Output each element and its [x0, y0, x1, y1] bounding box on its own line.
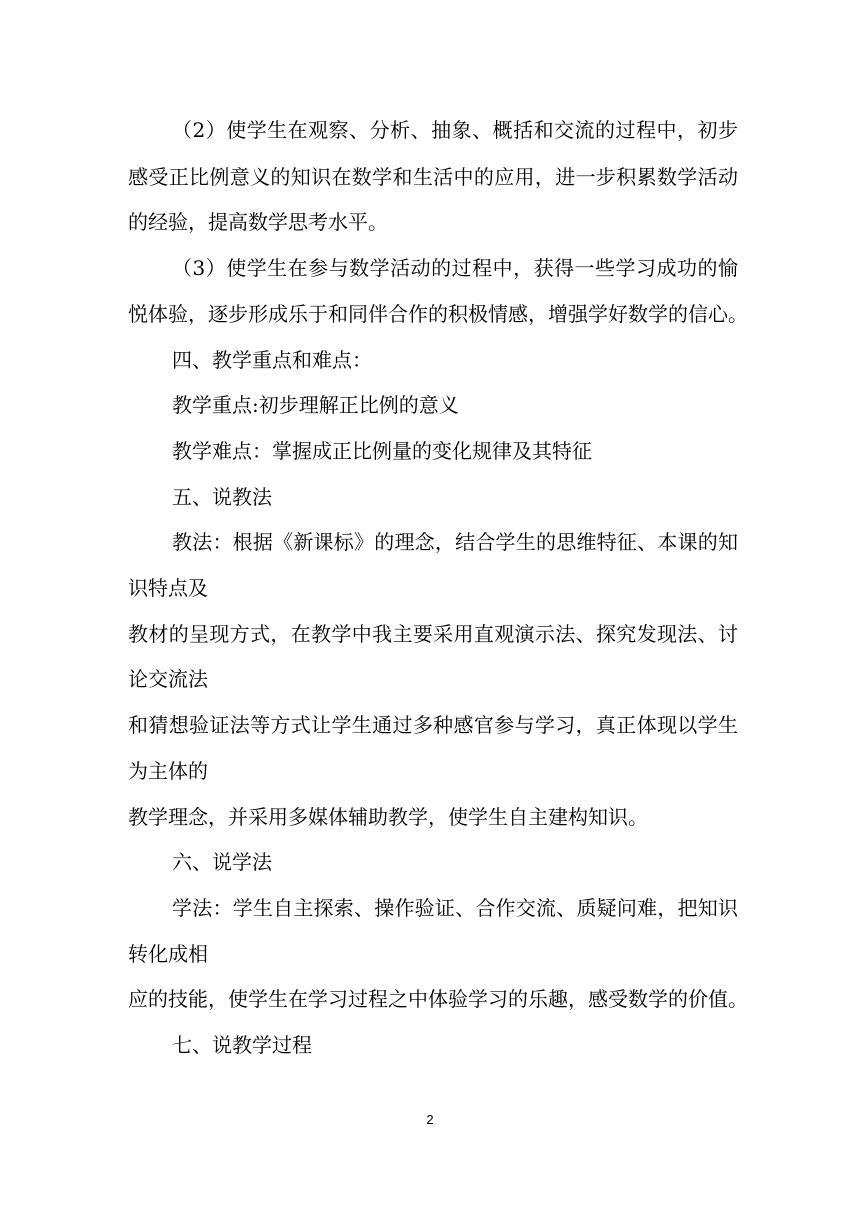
paragraph-line: （3）使学生在参与数学活动的过程中，获得一些学习成功的愉	[172, 256, 738, 280]
paragraph-line: 论交流法	[128, 667, 208, 691]
page-number: 2	[426, 1112, 434, 1127]
paragraph-line: 识特点及	[128, 576, 208, 600]
section-heading: 四、教学重点和难点：	[172, 348, 372, 372]
paragraph-line: （2）使学生在观察、分析、抽象、概括和交流的过程中，初步	[172, 118, 738, 142]
paragraph-line: 和猜想验证法等方式让学生通过多种感官参与学习，真正体现以学生	[128, 713, 738, 737]
paragraph-line: 学法：学生自主探索、操作验证、合作交流、质疑问难，把知识	[172, 896, 738, 920]
section-heading: 七、说教学过程	[172, 1033, 312, 1057]
section-heading: 五、说教法	[172, 485, 272, 509]
paragraph-line: 悦体验，逐步形成乐于和同伴合作的积极情感，增强学好数学的信心。	[128, 302, 748, 326]
paragraph-line: 教学重点:初步理解正比例的意义	[172, 393, 459, 417]
paragraph-line: 教学理念，并采用多媒体辅助教学，使学生自主建构知识。	[128, 805, 648, 829]
paragraph-line: 教材的呈现方式，在教学中我主要采用直观演示法、探究发现法、讨	[128, 622, 738, 646]
paragraph-line: 教学难点：掌握成正比例量的变化规律及其特征	[172, 439, 592, 463]
paragraph-line: 为主体的	[128, 759, 208, 783]
paragraph-line: 应的技能，使学生在学习过程之中体验学习的乐趣，感受数学的价值。	[128, 987, 748, 1011]
paragraph-line: 感受正比例意义的知识在数学和生活中的应用，进一步积累数学活动	[128, 165, 738, 189]
paragraph-line: 教法：根据《新课标》的理念，结合学生的思维特征、本课的知	[172, 530, 738, 554]
paragraph-line: 转化成相	[128, 942, 208, 966]
paragraph-line: 的经验，提高数学思考水平。	[128, 210, 388, 234]
section-heading: 六、说学法	[172, 850, 272, 874]
